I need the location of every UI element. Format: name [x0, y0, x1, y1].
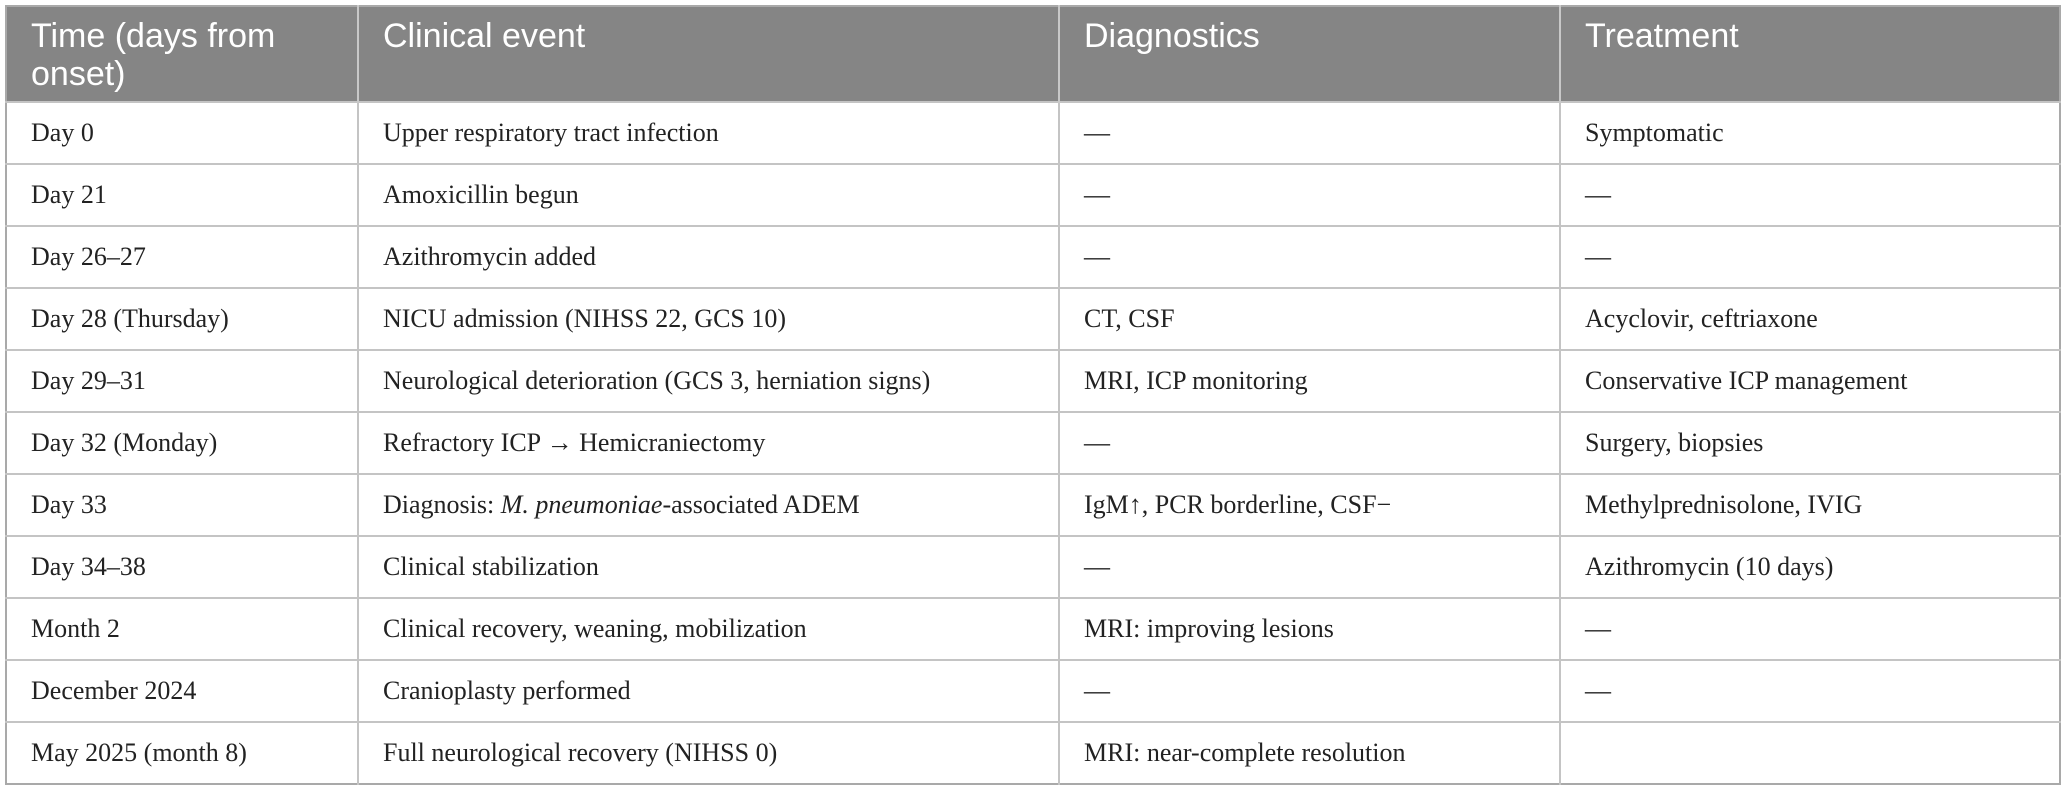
- cell-treatment: —: [1560, 660, 2060, 722]
- cell-diagnostics: CT, CSF: [1059, 288, 1560, 350]
- cell-event: Upper respiratory tract infection: [358, 102, 1059, 164]
- table-row: [6, 536, 2060, 598]
- header-diagnostics: Diagnostics: [1059, 6, 1560, 102]
- table-row: [6, 164, 2060, 226]
- table-header: [6, 6, 2060, 102]
- cell-treatment: Methylprednisolone, IVIG: [1560, 474, 2060, 536]
- cell-time: Month 2: [6, 598, 358, 660]
- cell-treatment: Surgery, biopsies: [1560, 412, 2060, 474]
- event-prefix: Diagnosis:: [383, 490, 501, 519]
- cell-treatment: Symptomatic: [1560, 102, 2060, 164]
- table-row: [6, 102, 2060, 164]
- table-row: [6, 226, 2060, 288]
- cell-time: Day 29–31: [6, 350, 358, 412]
- cell-time: Day 26–27: [6, 226, 358, 288]
- table-row: [6, 288, 2060, 350]
- cell-event: Full neurological recovery (NIHSS 0): [358, 722, 1059, 784]
- table-row: [6, 722, 2060, 784]
- organism-name: M. pneumoniae: [500, 490, 663, 519]
- table-body: [6, 102, 2060, 784]
- cell-event: Clinical recovery, weaning, mobilization: [358, 598, 1059, 660]
- cell-treatment: —: [1560, 164, 2060, 226]
- cell-event: Clinical stabilization: [358, 536, 1059, 598]
- cell-event: NICU admission (NIHSS 22, GCS 10): [358, 288, 1059, 350]
- header-treatment: Treatment: [1560, 6, 2060, 102]
- clinical-timeline-table-container: [5, 5, 2059, 795]
- cell-diagnostics: —: [1059, 226, 1560, 288]
- cell-diagnostics: MRI: near-complete resolution: [1059, 722, 1560, 784]
- cell-time: December 2024: [6, 660, 358, 722]
- cell-time: Day 34–38: [6, 536, 358, 598]
- cell-diagnostics: MRI: improving lesions: [1059, 598, 1560, 660]
- cell-diagnostics: —: [1059, 660, 1560, 722]
- table-row: [6, 474, 2060, 536]
- cell-diagnostics: —: [1059, 412, 1560, 474]
- cell-treatment: Azithromycin (10 days): [1560, 536, 2060, 598]
- cell-event: Refractory ICP → Hemicraniectomy: [358, 412, 1059, 474]
- cell-event: Azithromycin added: [358, 226, 1059, 288]
- cell-diagnostics: —: [1059, 164, 1560, 226]
- cell-event: Neurological deterioration (GCS 3, herniation signs): [358, 350, 1059, 412]
- cell-time: Day 33: [6, 474, 358, 536]
- cell-time: Day 0: [6, 102, 358, 164]
- header-clinical-event: Clinical event: [358, 6, 1059, 102]
- cell-time: Day 32 (Monday): [6, 412, 358, 474]
- table-row: [6, 412, 2060, 474]
- cell-diagnostics: —: [1059, 102, 1560, 164]
- cell-diagnostics: IgM↑, PCR borderline, CSF−: [1059, 474, 1560, 536]
- cell-time: Day 28 (Thursday): [6, 288, 358, 350]
- cell-event: Amoxicillin begun: [358, 164, 1059, 226]
- table-row: [6, 660, 2060, 722]
- cell-diagnostics: MRI, ICP monitoring: [1059, 350, 1560, 412]
- cell-treatment: Acyclovir, ceftriaxone: [1560, 288, 2060, 350]
- cell-time: May 2025 (month 8): [6, 722, 358, 784]
- cell-treatment: —: [1560, 598, 2060, 660]
- cell-diagnostics: —: [1059, 536, 1560, 598]
- cell-treatment: Conservative ICP management: [1560, 350, 2060, 412]
- cell-treatment: [1560, 722, 2060, 784]
- cell-event: Cranioplasty performed: [358, 660, 1059, 722]
- cell-event: [358, 474, 1059, 536]
- clinical-timeline-table: [5, 5, 2061, 785]
- cell-time: Day 21: [6, 164, 358, 226]
- table-row: [6, 598, 2060, 660]
- table-row: [6, 350, 2060, 412]
- header-row: [6, 6, 2060, 102]
- event-suffix: -associated ADEM: [662, 490, 860, 519]
- cell-treatment: —: [1560, 226, 2060, 288]
- header-time: Time (days from onset): [6, 6, 358, 102]
